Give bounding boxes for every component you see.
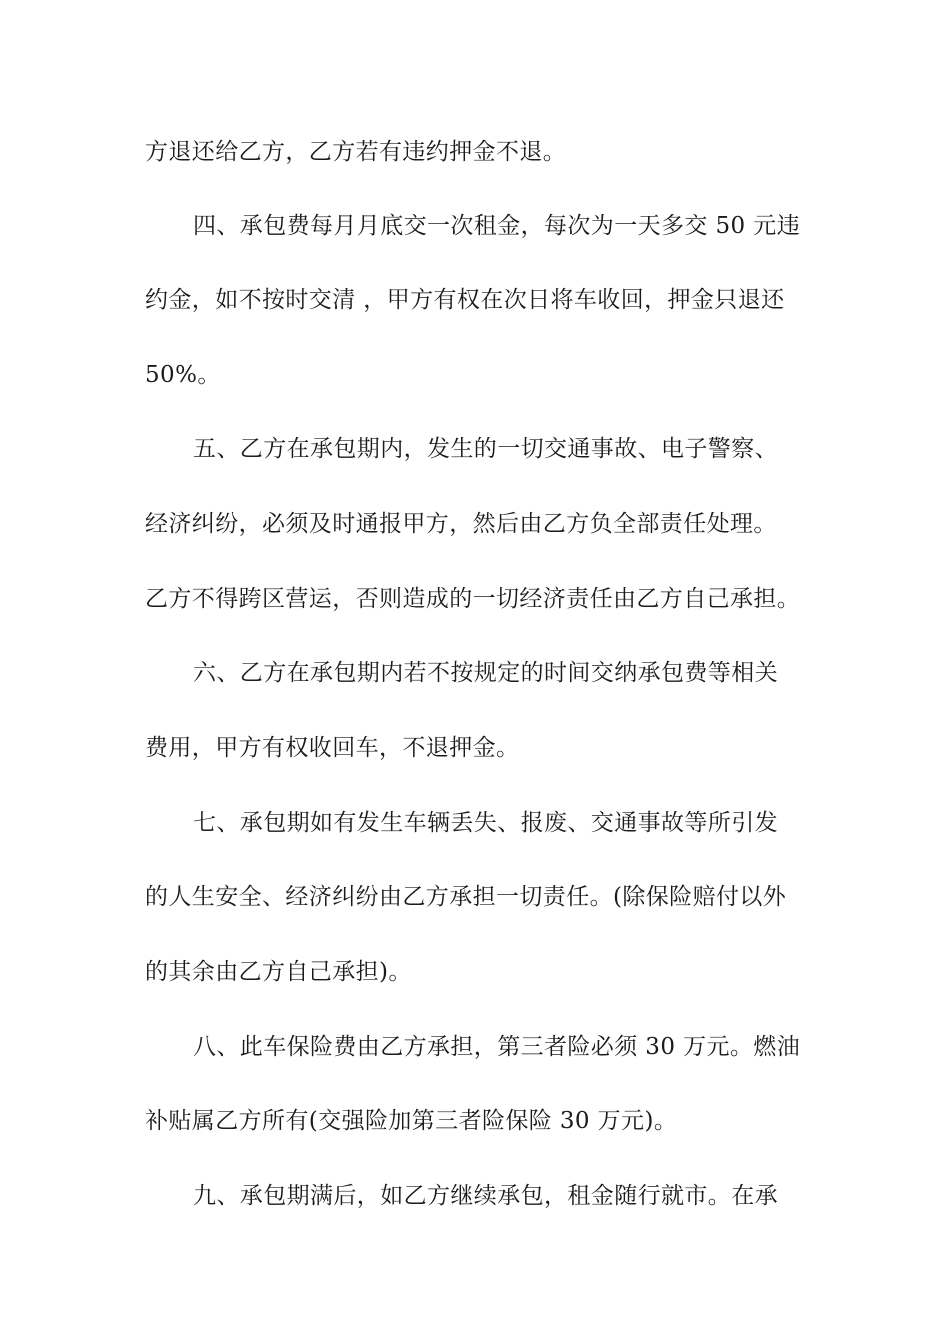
clause-eight-line: 八、此车保险费由乙方承担，第三者险必须 30 万元。燃油: [193, 1034, 801, 1060]
text-line: 的人生安全、经济纠纷由乙方承担一切责任。(除保险赔付以外: [145, 884, 787, 910]
text-line: 乙方不得跨区营运，否则造成的一切经济责任由乙方自己承担。: [145, 586, 801, 612]
clause-five-line: 五、乙方在承包期内，发生的一切交通事故、电子警察、: [193, 436, 778, 462]
text-line: 费用，甲方有权收回车，不退押金。: [145, 735, 520, 761]
clause-seven-line: 七、承包期如有发生车辆丢失、报废、交通事故等所引发: [193, 810, 778, 836]
text-line: 补贴属乙方所有(交强险加第三者险保险 30 万元)。: [145, 1108, 678, 1134]
clause-nine-line: 九、承包期满后，如乙方继续承包，租金随行就市。在承: [193, 1183, 778, 1209]
clause-six-line: 六、乙方在承包期内若不按规定的时间交纳承包费等相关: [193, 660, 778, 686]
text-line: 的其余由乙方自己承担)。: [145, 959, 412, 985]
text-line: 经济纠纷，必须及时通报甲方，然后由乙方负全部责任处理。: [145, 511, 777, 537]
text-line: 约金，如不按时交清 ，甲方有权在次日将车收回，押金只退还: [145, 287, 785, 313]
clause-four-line: 四、承包费每月月底交一次租金，每次为一天多交 50 元违: [193, 213, 801, 239]
text-line: 方退还给乙方，乙方若有违约押金不退。: [145, 139, 567, 165]
text-line: 50%。: [145, 362, 221, 388]
